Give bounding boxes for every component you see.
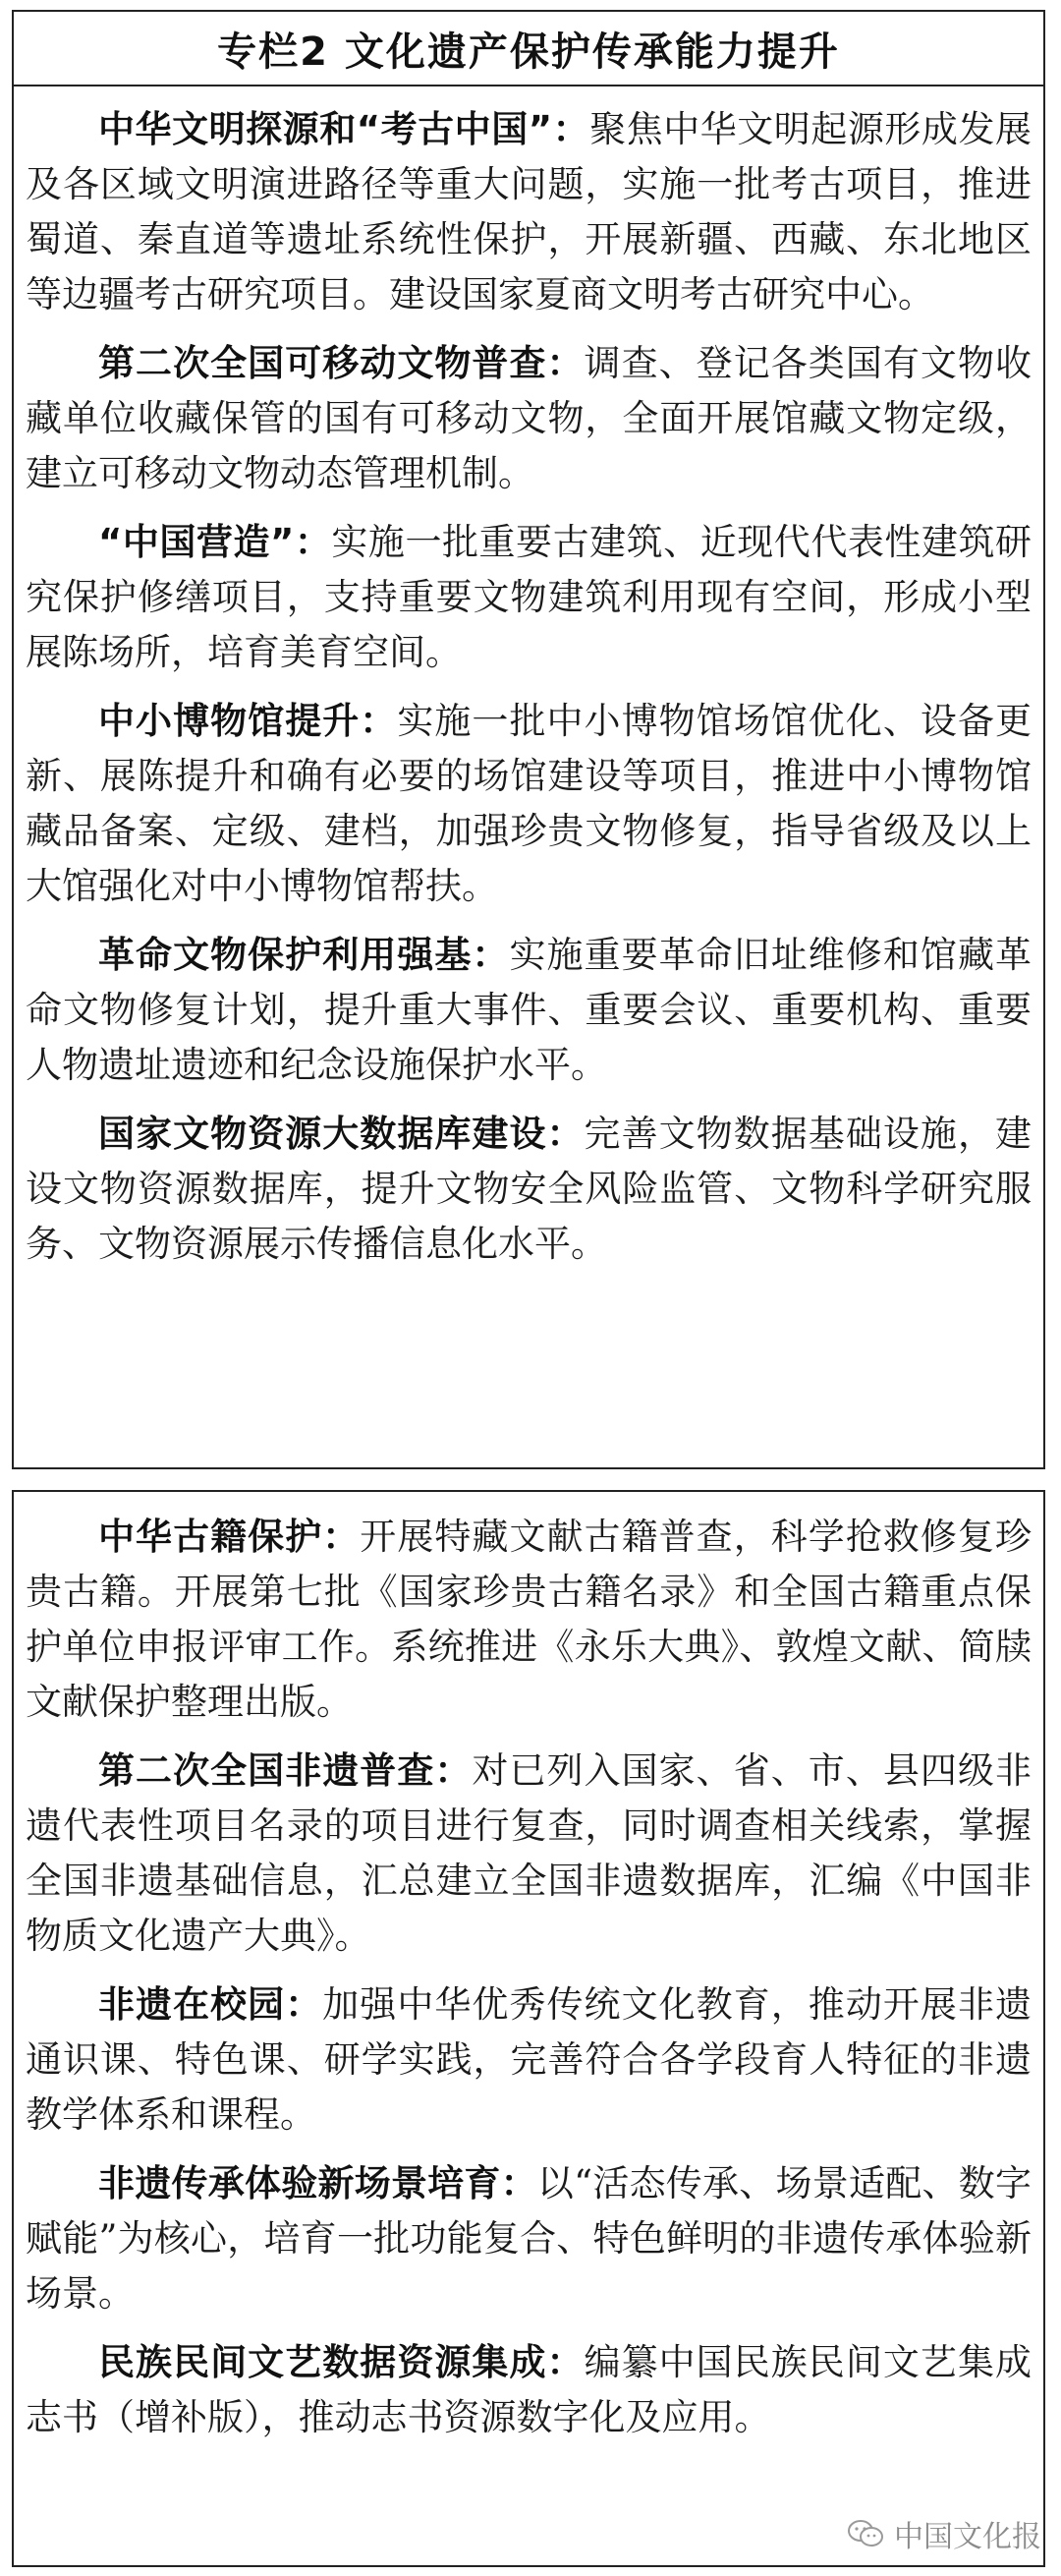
item-body: 对已列入国家、省、市、县四级非遗代表性项目名录的项目进行复查，同时调查相关线索，掌握全国非遗基础信息，汇总建立全国非遗数据库，汇编《中国非物质文化遗产大典》。 xyxy=(26,1749,1033,1957)
item-heading: 第二次全国可移动文物普查： xyxy=(98,342,585,384)
wechat-icon xyxy=(847,2519,884,2548)
item-heading: 革命文物保护利用强基： xyxy=(98,934,510,976)
item-body: 编纂中国民族民间文艺集成志书（增补版），推动志书资源数字化及应用。 xyxy=(26,2341,1033,2438)
list-item xyxy=(26,336,1032,501)
column-box-1 xyxy=(12,10,1045,1469)
item-body: 调查、登记各类国有文物收藏单位收藏保管的国有可移动文物，全面开展馆藏文物定级，建立可移动文物动态管理机制。 xyxy=(26,342,1033,494)
list-item xyxy=(26,1744,1032,1964)
list-item xyxy=(26,928,1032,1093)
item-heading: 中小博物馆提升： xyxy=(98,700,398,742)
list-item xyxy=(26,694,1032,914)
item-heading: 第二次全国非遗普查： xyxy=(98,1749,473,1792)
item-body: 实施重要革命旧址维修和馆藏革命文物修复计划，提升重大事件、重要会议、重要机构、重要人物遗址遗迹和纪念设施保护水平。 xyxy=(26,934,1033,1086)
item-body: 加强中华优秀传统文化教育，推动开展非遗通识课、特色课、研学实践，完善符合各学段育人特征的非遗教学体系和课程。 xyxy=(26,1983,1032,2136)
item-body: 以“活态传承、场景适配、数字赋能”为核心，培育一批功能复合、特色鲜明的非遗传承体验新场景。 xyxy=(26,2162,1032,2315)
list-item xyxy=(26,1977,1032,2143)
watermark xyxy=(847,2512,1041,2555)
item-heading: 民族民间文艺数据资源集成： xyxy=(98,2341,585,2383)
list-item xyxy=(26,2156,1032,2321)
item-body: 完善文物数据基础设施，建设文物资源数据库，提升文物安全风险监管、文物科学研究服务、文物资源展示传播信息化水平。 xyxy=(26,1113,1033,1265)
item-body: 实施一批重要古建筑、近现代代表性建筑研究保护修缮项目，支持重要文物建筑利用现有空间，形成小型展陈场所，培育美育空间。 xyxy=(26,521,1032,673)
column-content xyxy=(14,1492,1043,2445)
column-content xyxy=(14,86,1043,1272)
list-item xyxy=(26,102,1032,322)
item-body: 实施一批中小博物馆场馆优化、设备更新、展陈提升和确有必要的场馆建设等项目，推进中小博物馆藏品备案、定级、建档，加强珍贵文物修复，指导省级及以上大馆强化对中小博物馆帮扶。 xyxy=(26,700,1033,907)
list-item xyxy=(26,515,1032,680)
item-body: 聚焦中华文明起源形成发展及各区域文明演进路径等重大问题，实施一批考古项目，推进蜀道、秦直道等遗址系统性保护，开展新疆、西藏、东北地区等边疆考古研究项目。建设国家夏商文明考古研究中心。 xyxy=(26,108,1033,315)
item-heading: 非遗在校园： xyxy=(98,1983,323,2026)
list-item xyxy=(26,1510,1032,1730)
item-body: 开展特藏文献古籍普查，科学抢救修复珍贵古籍。开展第七批《国家珍贵古籍名录》和全国古籍重点保护单位申报评审工作。系统推进《永乐大典》、敦煌文献、简牍文献保护整理出版。 xyxy=(26,1516,1033,1723)
watermark-text: 中国文化报 xyxy=(894,2520,1041,2554)
column-box-2 xyxy=(12,1490,1045,2567)
item-heading: 中华文明探源和“考古中国”： xyxy=(98,108,590,150)
item-heading: 中华古籍保护： xyxy=(98,1516,361,1558)
list-item xyxy=(26,1107,1032,1272)
item-heading: 非遗传承体验新场景培育： xyxy=(98,2162,537,2204)
list-item xyxy=(26,2335,1032,2445)
column-title: 专栏2 文化遗产保护传承能力提升 xyxy=(14,12,1043,86)
item-heading: “中国营造”： xyxy=(98,521,332,563)
item-heading: 国家文物资源大数据库建设： xyxy=(98,1113,585,1155)
